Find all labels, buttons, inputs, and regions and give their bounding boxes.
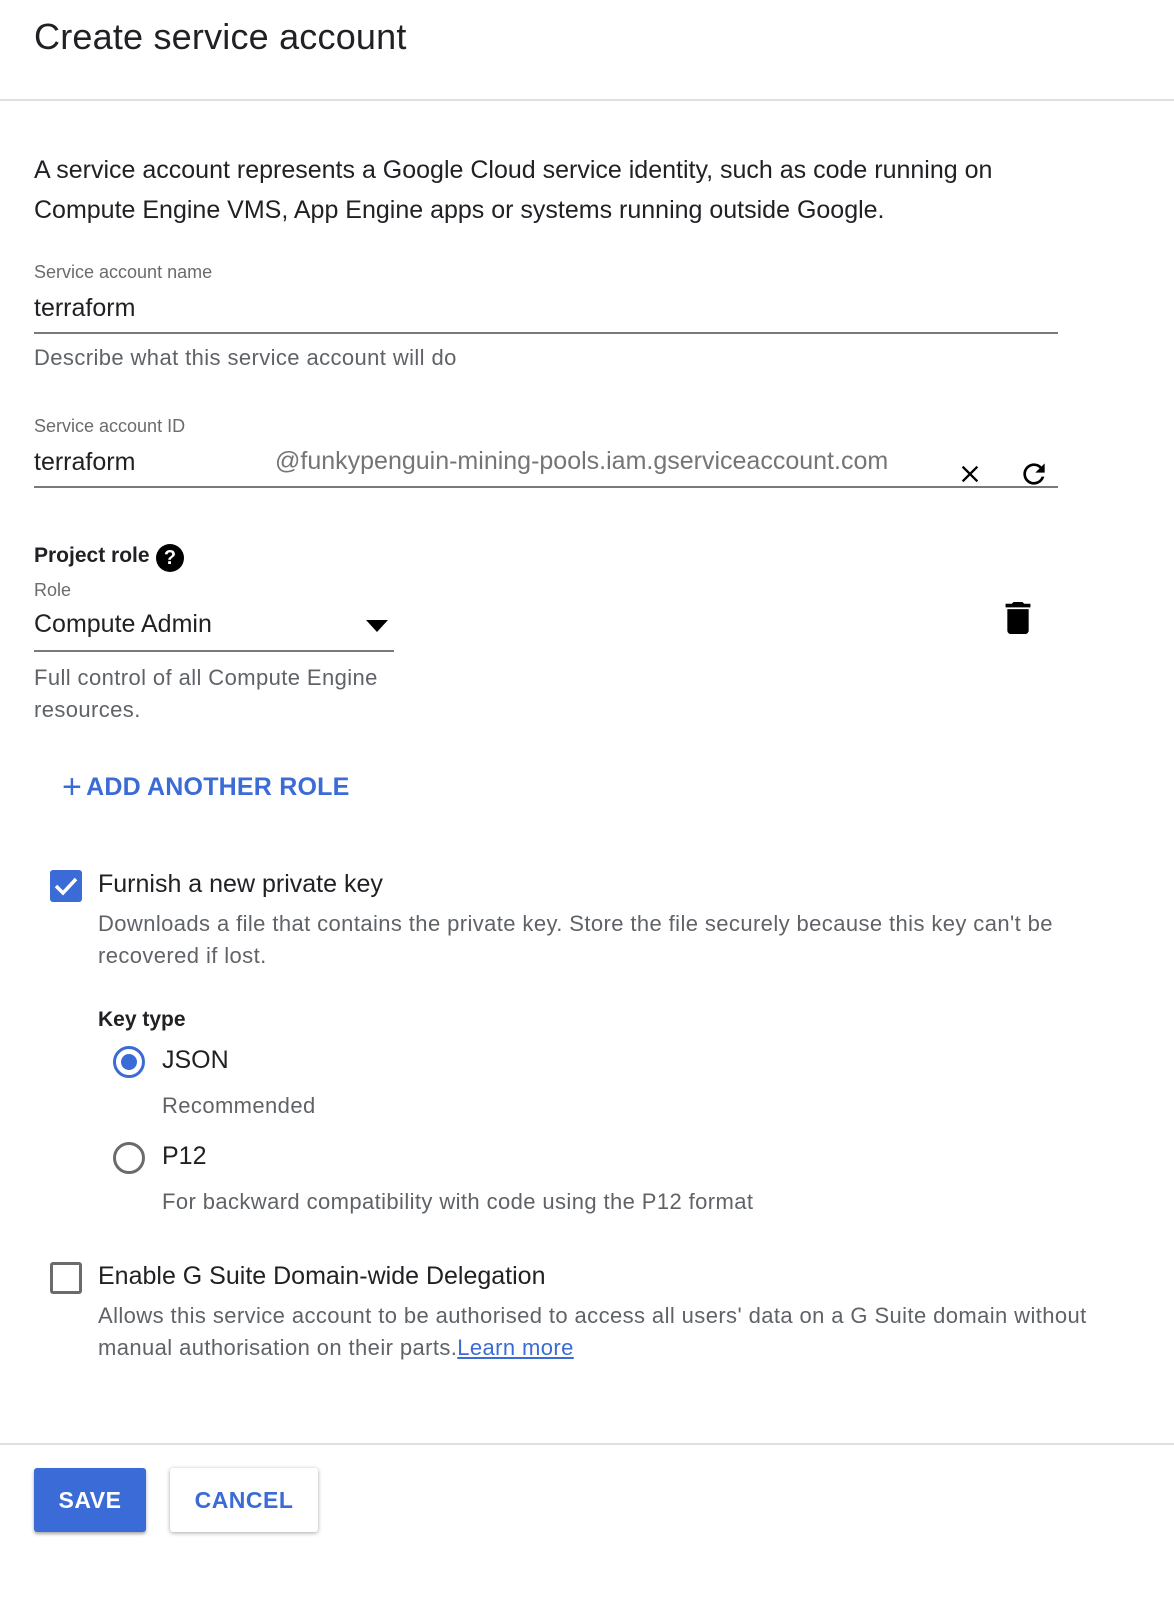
key-type-json-description: Recommended — [162, 1093, 316, 1118]
page-title: Create service account — [34, 16, 407, 57]
service-account-id-value: terraform — [34, 448, 136, 476]
key-type-json-radio[interactable] — [113, 1046, 145, 1078]
intro-text: A service account represents a Google Cloud service identity, such as code running on Compute Engine VMS, App Engine apps or systems running outside Google. — [34, 156, 993, 224]
trash-icon — [1005, 602, 1031, 634]
checkmark-icon — [54, 876, 78, 896]
service-account-id-label: Service account ID — [34, 416, 186, 436]
gsuite-delegation-description — [98, 1300, 1098, 1364]
help-icon-glyph: ? — [163, 546, 177, 569]
service-account-id-underline — [34, 486, 1058, 488]
furnish-private-key-label: Furnish a new private key — [98, 870, 383, 898]
footer-divider — [0, 1443, 1174, 1445]
project-role-title: Project role — [34, 544, 150, 567]
regenerate-id-button[interactable] — [1014, 454, 1054, 494]
header-divider — [0, 99, 1174, 101]
service-account-name-underline — [34, 332, 1058, 334]
service-account-name-label: Service account name — [34, 262, 213, 282]
role-label: Role — [34, 580, 72, 600]
role-select-underline — [34, 650, 394, 652]
close-icon — [956, 460, 984, 488]
clear-id-button[interactable] — [950, 454, 990, 494]
service-account-name-input[interactable] — [34, 290, 1058, 334]
learn-more-link[interactable]: Learn more — [457, 1335, 574, 1360]
add-another-role-button[interactable] — [62, 768, 350, 806]
key-type-title: Key type — [98, 1008, 186, 1031]
plus-icon: + — [62, 768, 83, 806]
service-account-id-input[interactable] — [34, 444, 264, 488]
service-account-name-hint: Describe what this service account will do — [34, 345, 457, 370]
key-type-p12-radio[interactable] — [113, 1142, 145, 1174]
furnish-private-key-description: Downloads a file that contains the private key. Store the file securely because this key can't be recovered if lost. — [98, 911, 1053, 968]
radio-selected-dot — [121, 1054, 137, 1070]
help-icon[interactable] — [156, 544, 184, 572]
delete-role-button[interactable] — [998, 598, 1038, 638]
service-account-name-value: terraform — [34, 294, 136, 322]
key-type-p12-description: For backward compatibility with code using the P12 format — [162, 1189, 754, 1214]
role-select[interactable] — [34, 606, 394, 650]
service-account-id-domain-suffix: @funkypenguin-mining-pools.iam.gserviceaccount.com — [275, 447, 889, 475]
gsuite-delegation-checkbox[interactable] — [50, 1262, 82, 1294]
key-type-json-label: JSON — [162, 1046, 229, 1074]
gsuite-delegation-label: Enable G Suite Domain-wide Delegation — [98, 1262, 546, 1290]
gsuite-delegation-description-text: Allows this service account to be authorised to access all users' data on a G Suite domain without manual authorisation on their parts. — [98, 1303, 1087, 1360]
furnish-private-key-checkbox[interactable] — [50, 870, 82, 902]
role-description: Full control of all Compute Engine resources. — [34, 665, 378, 722]
add-another-role-label: ADD ANOTHER ROLE — [86, 772, 350, 801]
cancel-button[interactable]: CANCEL — [170, 1468, 318, 1532]
dropdown-arrow-icon — [366, 620, 388, 632]
role-selected-value: Compute Admin — [34, 610, 212, 638]
key-type-p12-label: P12 — [162, 1142, 207, 1170]
save-button[interactable]: SAVE — [34, 1468, 146, 1532]
